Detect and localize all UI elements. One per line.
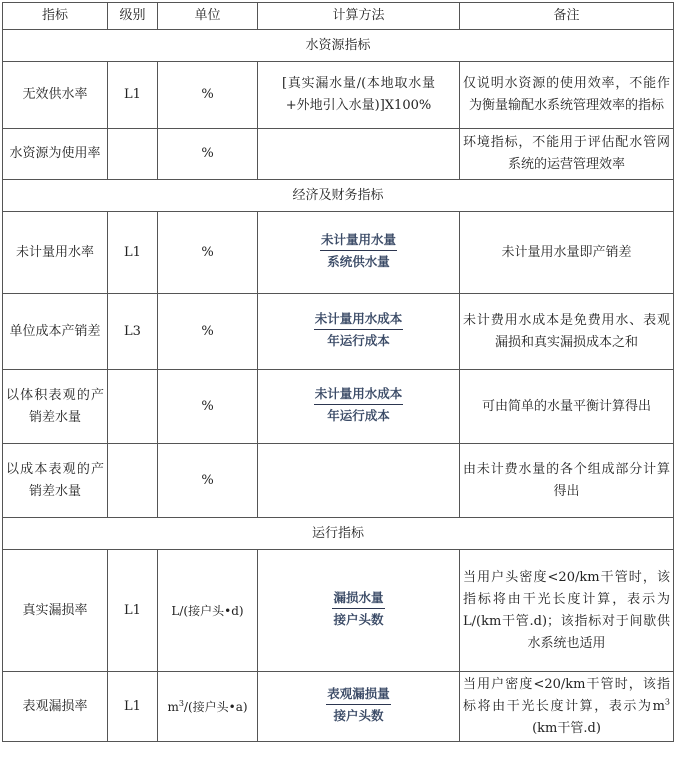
unit-cell: % (158, 212, 258, 294)
indicator-cell: 以体积表观的产销差水量 (3, 370, 108, 444)
formula-numerator: 未计量用水成本 (314, 385, 404, 405)
level-cell: L1 (108, 672, 158, 742)
table-row (3, 444, 674, 518)
unit-rest: /(接户头•a) (183, 699, 248, 714)
remark-cell (460, 672, 674, 742)
indicator-cell: 无效供水率 (3, 62, 108, 129)
formula-fraction (326, 685, 391, 724)
method-cell (258, 672, 460, 742)
level-cell: L3 (108, 294, 158, 370)
table-row (3, 550, 674, 672)
section-title: 经济及财务指标 (3, 180, 674, 212)
unit-cell: % (158, 62, 258, 129)
method-cell (258, 294, 460, 370)
remark-cell: 由未计费水量的各个组成部分计算得出 (460, 444, 674, 518)
indicator-cell: 单位成本产销差 (3, 294, 108, 370)
section-row-operation (3, 518, 674, 550)
level-cell: L1 (108, 212, 158, 294)
formula-denominator: 接户头数 (333, 708, 384, 723)
section-row-water (3, 30, 674, 62)
remark-cell: 可由简单的水量平衡计算得出 (460, 370, 674, 444)
indicator-cell: 真实漏损率 (3, 550, 108, 672)
formula-denominator: 系统供水量 (327, 254, 390, 269)
header-row (3, 3, 674, 30)
table-row (3, 294, 674, 370)
formula-numerator: 未计量用水量 (320, 231, 397, 251)
indicator-cell: 表观漏损率 (3, 672, 108, 742)
remark-text-end: (km干管.d) (532, 720, 601, 736)
remark-cell: 未计量用水量即产销差 (460, 212, 674, 294)
header-level: 级别 (108, 3, 158, 30)
formula-fraction (314, 385, 404, 424)
remark-cell: 未计费用水成本是免费用水、表观漏损和真实漏损成本之和 (460, 294, 674, 370)
table-row (3, 212, 674, 294)
unit-cell: % (158, 129, 258, 180)
level-cell: L1 (108, 550, 158, 672)
formula-fraction (314, 310, 404, 349)
method-cell (258, 550, 460, 672)
section-title: 水资源指标 (3, 30, 674, 62)
unit-cell: % (158, 370, 258, 444)
header-unit: 单位 (158, 3, 258, 30)
indicator-cell: 水资源为使用率 (3, 129, 108, 180)
remark-cell: 仅说明水资源的使用效率，不能作为衡量输配水系统管理效率的指标 (460, 62, 674, 129)
formula-denominator: 年运行成本 (327, 408, 390, 423)
indicator-cell: 未计量用水率 (3, 212, 108, 294)
formula-numerator: 漏损水量 (332, 589, 384, 609)
table-row (3, 370, 674, 444)
method-cell (258, 212, 460, 294)
remark-cell: 环境指标，不能用于评估配水管网系统的运营管理效率 (460, 129, 674, 180)
header-remark: 备注 (460, 3, 674, 30)
level-cell (108, 444, 158, 518)
level-cell: L1 (108, 62, 158, 129)
table-row (3, 129, 674, 180)
formula-numerator: 未计量用水成本 (314, 310, 404, 330)
section-row-economic (3, 180, 674, 212)
method-cell (258, 444, 460, 518)
formula-fraction (332, 589, 384, 628)
remark-cell: 当用户头密度<20/km干管时，该指标将由干光长度计算，表示为L/(km干管.d)；该指标对于间歇供水系统也适用 (460, 550, 674, 672)
unit-cell: % (158, 444, 258, 518)
table-row (3, 672, 674, 742)
unit-superscript: 3 (178, 698, 184, 708)
remark-superscript: 3 (664, 697, 670, 707)
table-row (3, 62, 674, 129)
level-cell (108, 129, 158, 180)
formula-fraction (320, 231, 397, 270)
method-cell (258, 370, 460, 444)
header-indicator: 指标 (3, 3, 108, 30)
remark-text: 当用户密度<20/km干管时，该指标将由干光长度计算，表示为m (463, 676, 670, 714)
unit-cell: L/(接户头•d) (158, 550, 258, 672)
formula-numerator: 表观漏损量 (326, 685, 391, 705)
unit-cell: % (158, 294, 258, 370)
formula-denominator: 年运行成本 (327, 333, 390, 348)
unit-base: m (167, 699, 179, 714)
indicator-table (2, 2, 674, 742)
method-cell (258, 129, 460, 180)
header-method: 计算方法 (258, 3, 460, 30)
section-title: 运行指标 (3, 518, 674, 550)
unit-cell (158, 672, 258, 742)
indicator-cell: 以成本表观的产销差水量 (3, 444, 108, 518)
method-cell: [真实漏水量/(本地取水量+外地引入水量)]X100% (258, 62, 460, 129)
level-cell (108, 370, 158, 444)
formula-denominator: 接户头数 (333, 612, 384, 627)
